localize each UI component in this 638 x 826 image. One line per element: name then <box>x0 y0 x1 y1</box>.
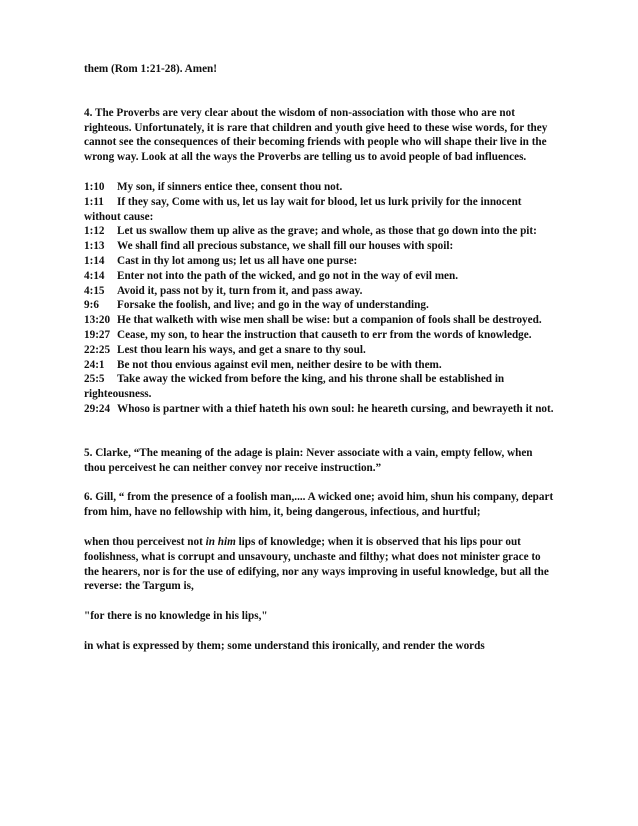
verse-item <box>84 298 554 313</box>
verse-ref: 4:14 <box>84 269 105 282</box>
verse-ref: 9:6 <box>84 299 99 312</box>
targum-quote: "for there is no knowledge in his lips," <box>84 610 268 623</box>
verse-text: Take away the wicked from before the king, and his throne shall be established in righteousness. <box>84 373 505 401</box>
verse-text: Whoso is partner with a thief hateth his own soul: he heareth cursing, and bewrayeth it not. <box>117 402 554 415</box>
verse-item <box>84 254 554 269</box>
final-line: in what is expressed by them; some understand this ironically, and render the words <box>84 639 485 652</box>
verse-item <box>84 180 554 195</box>
verse-item <box>84 343 554 358</box>
verse-ref: 24:1 <box>84 358 105 371</box>
verse-text: Be not thou envious against evil men, neither desire to be with them. <box>117 358 442 371</box>
verse-item <box>84 328 554 343</box>
verse-ref: 1:14 <box>84 254 105 267</box>
verse-text: Forsake the foolish, and live; and go in the way of understanding. <box>117 299 429 312</box>
verse-list <box>84 180 554 417</box>
document-body <box>84 62 554 654</box>
verse-item <box>84 195 554 225</box>
verse-text: Let us swallow them up alive as the grave; and whole, as those that go down into the pit: <box>117 225 537 238</box>
verse-text: Cease, my son, to hear the instruction that causeth to err from the words of knowledge. <box>117 328 532 341</box>
section-5-paragraph: 5. Clarke, “The meaning of the adage is plain: Never associate with a vain, empty fellow, when thou perceivest he can neither convey nor receive instruction.” <box>84 446 533 474</box>
commentary-emphasis: in him <box>205 535 236 548</box>
verse-item <box>84 269 554 284</box>
verse-item <box>84 284 554 299</box>
verse-text: Enter not into the path of the wicked, and go not in the way of evil men. <box>117 269 459 282</box>
verse-ref: 1:10 <box>84 180 105 193</box>
verse-text: Avoid it, pass not by it, turn from it, and pass away. <box>117 284 363 297</box>
gill-commentary-paragraph <box>84 535 554 594</box>
section-6-paragraph: 6. Gill, “ from the presence of a foolish man,.... A wicked one; avoid him, shun his company, depart from him, have no fellowship with him, it, being dangerous, infectious, and hurtful; <box>84 491 554 519</box>
verse-item <box>84 372 554 402</box>
verse-ref: 1:11 <box>84 195 104 208</box>
verse-item <box>84 224 554 239</box>
verse-ref: 13:20 <box>84 314 111 327</box>
verse-item <box>84 313 554 328</box>
verse-ref: 29:24 <box>84 402 111 415</box>
commentary-text-pre: when thou perceivest not <box>84 535 206 548</box>
commentary-text-post: lips of knowledge; when it is observed that his lips pour out foolishness, what is corrupt and unsavoury, unchaste and filthy; what does not minister grace to the hearers, nor is for the use of edifying, nor any ways improving in useful knowledge, but all the reverse: the Targum is, <box>84 535 549 593</box>
verse-ref: 4:15 <box>84 284 105 297</box>
verse-text: Lest thou learn his ways, and get a snare to thy soul. <box>117 343 366 356</box>
verse-ref: 22:25 <box>84 343 111 356</box>
verse-ref: 25:5 <box>84 373 105 386</box>
verse-ref: 19:27 <box>84 328 111 341</box>
verse-item <box>84 402 554 417</box>
verse-text: We shall find all precious substance, we shall fill our houses with spoil: <box>117 240 454 253</box>
intro-line: them (Rom 1:21-28). Amen! <box>84 63 217 75</box>
section-4-paragraph: 4. The Proverbs are very clear about the wisdom of non-association with those who are not righteous. Unfortunately, it is rare that children and youth give heed to these wise words, for they cannot see the consequences of their becoming friends with people who will shape their live in the wrong way. Look at all the ways the Proverbs are telling us to avoid people of bad influences. <box>84 106 548 164</box>
verse-ref: 1:12 <box>84 225 105 238</box>
verse-text: If they say, Come with us, let us lay wait for blood, let us lurk privily for the innocent without cause: <box>84 195 522 223</box>
verse-text: Cast in thy lot among us; let us all have one purse: <box>117 254 358 267</box>
verse-text: He that walketh with wise men shall be wise: but a companion of fools shall be destroyed. <box>117 314 542 327</box>
verse-ref: 1:13 <box>84 240 105 253</box>
verse-item <box>84 239 554 254</box>
verse-item <box>84 358 554 373</box>
verse-text: My son, if sinners entice thee, consent thou not. <box>117 180 343 193</box>
